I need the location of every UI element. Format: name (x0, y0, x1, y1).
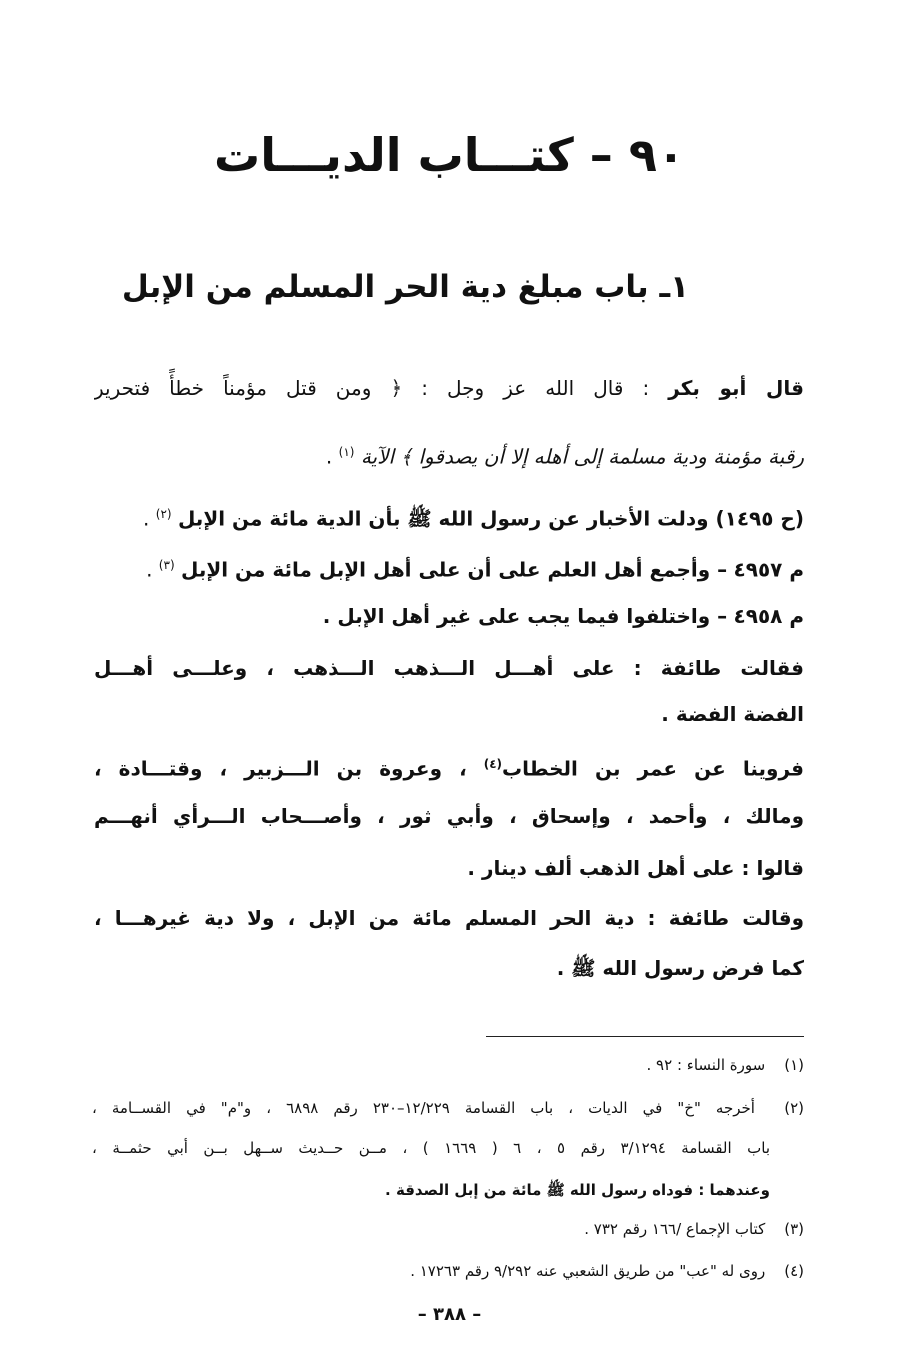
footnote-4 (92, 1256, 804, 1286)
speaker-label: قال أبو بكر (668, 376, 804, 400)
body-line-10: قالوا : على أهل الذهب ألف دينار . (467, 856, 804, 880)
body-line-8 (94, 744, 804, 784)
section-title: ١ـ باب مبلغ دية الحر المسلم من الإبل (121, 269, 689, 305)
line-end: . (143, 506, 156, 531)
footnote-number: (٢) (784, 1099, 804, 1117)
footnote-separator (486, 1036, 804, 1037)
masala-ref: م ٤٩٥٨ (733, 604, 804, 628)
footnote-ref-3: (٣) (158, 558, 175, 572)
hadith-ref: (ح ١٤٩٥) (715, 506, 804, 531)
footnote-ref-1: (١) (338, 445, 355, 459)
paragraph-text: ودلت الأخبار عن رسول الله ﷺ بأن الدية مائة من الإبل (177, 506, 716, 531)
quran-verse-end: رقبة مؤمنة ودية مسلمة إلى أهله إلا أن يصدقوا ﴾ الآية (360, 444, 804, 469)
masala-ref: م ٤٩٥٧ (733, 557, 804, 582)
body-line-9: ومالك ، وأحمد ، وإسحاق ، وأبي ثور ، وأصـــحاب الـــرأي أنهـــم (94, 804, 804, 828)
footnote-text: أخرجه "خ" في الديات ، باب القسامة ١٢/٢٢٩–٢٣٠ رقم ٦٨٩٨ ، و"م" في القســامة ، (92, 1099, 755, 1117)
footnote-text: روى له "عب" من طريق الشعبي عنه ٩/٢٩٢ رقم ١٧٢٦٣ . (410, 1262, 766, 1280)
quran-verse-start: : قال الله عز وجل : ﴿ ومن قتل مؤمناً خطأً فتحرير (94, 376, 669, 400)
body-line-12: كما فرض رسول الله ﷺ . (556, 956, 804, 980)
line-end: . (146, 557, 159, 582)
chapter-title: ٩٠ – كتـــاب الديـــات (214, 128, 685, 182)
paragraph-text: – واختلفوا فيما يجب على غير أهل الإبل . (322, 604, 728, 628)
body-line-5 (94, 596, 804, 636)
footnote-number: (١) (784, 1056, 804, 1074)
footnote-2-line-2: باب القسامة ٣/١٢٩٤ رقم ٥ ، ٦ ( ١٦٦٩ ) ، مــن حــديث ســهل بــن أبي حثمــة ، (92, 1139, 770, 1157)
footnote-2-line-3: وعندهما : فوداه رسول الله ﷺ مائة من إبل الصدقة . (385, 1181, 770, 1199)
body-line-3 (94, 494, 804, 534)
body-line-6: فقالت طائفة : على أهـــل الـــذهب الـــذهب ، وعلـــى أهـــل (94, 656, 804, 680)
footnote-ref-2: (٢) (155, 507, 172, 521)
line-end: . (325, 444, 339, 469)
paragraph-text: فروينا عن عمر بن الخطاب (502, 756, 804, 781)
paragraph-text: ، وعروة بن الـــزبير ، وقتـــادة ، (94, 756, 484, 781)
footnote-number: (٣) (784, 1220, 804, 1238)
paragraph-text: – وأجمع أهل العلم على أن على أهل الإبل مائة من الإبل (180, 557, 728, 582)
footnote-number: (٤) (784, 1262, 804, 1280)
footnote-1 (92, 1050, 804, 1080)
body-line-11: وقالت طائفة : دية الحر المسلم مائة من الإبل ، ولا دية غيرهـــا ، (94, 906, 804, 930)
footnote-2 (92, 1093, 804, 1123)
body-line-4 (94, 545, 804, 585)
footnote-3 (92, 1214, 804, 1244)
footnote-text: سورة النساء : ٩٢ . (646, 1056, 766, 1074)
body-line-1 (94, 368, 804, 408)
footnote-text: كتاب الإجماع /١٦٦ رقم ٧٣٢ . (584, 1220, 766, 1238)
body-line-7: الفضة الفضة . (661, 702, 804, 726)
page-number: – ٣٨٨ – (417, 1304, 482, 1325)
body-line-2 (94, 432, 804, 472)
footnote-ref-4: (٤) (483, 757, 503, 771)
